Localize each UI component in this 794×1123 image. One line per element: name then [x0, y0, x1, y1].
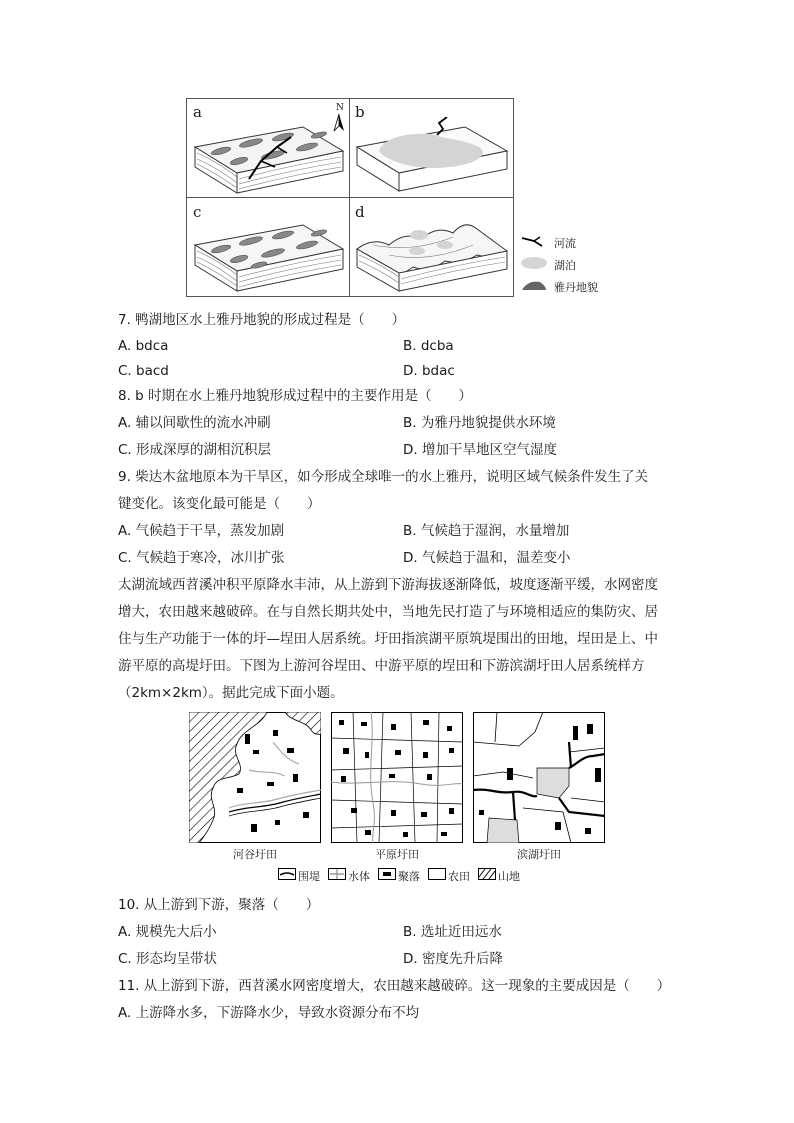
passage-line-2: 增大，农田越来越破碎。在与自然长期共处中，当地先民打造了与环境相适应的集防灾、居: [118, 604, 658, 620]
q7-option-b[interactable]: B. dcba: [403, 338, 454, 354]
q8-option-c[interactable]: C. 形成深厚的湖相沉积层: [118, 442, 272, 458]
figure-1: [186, 98, 514, 297]
q9-stem-line1: 9. 柴达木盆地原本为干旱区，如今形成全球唯一的水上雅丹，说明区域气候条件发生了关: [118, 469, 649, 485]
q10-option-a[interactable]: A. 规模先大后小: [118, 924, 217, 940]
q9-option-d[interactable]: D. 气候趋于温和，温差变小: [403, 550, 571, 566]
q7-option-d[interactable]: D. bdac: [403, 363, 455, 379]
water-icon: [328, 868, 346, 880]
panel-c-letter: c: [193, 203, 202, 221]
map-valley-caption: 河谷圩田: [233, 848, 277, 861]
q8-option-d[interactable]: D. 增加干旱地区空气湿度: [403, 442, 557, 458]
q10-option-c[interactable]: C. 形态均呈带状: [118, 951, 218, 967]
panel-a-block: [191, 117, 347, 195]
mountain-icon: [478, 868, 496, 880]
q10-stem: 10. 从上游到下游，聚落（ ）: [118, 897, 320, 913]
panel-c-block: [191, 215, 347, 293]
legend-lake-label: 湖泊: [554, 259, 576, 272]
map-plain: [331, 712, 463, 843]
q7-stem: 7. 鸭湖地区水上雅丹地貌的形成过程是（ ）: [118, 312, 406, 328]
q9-option-a[interactable]: A. 气候趋于干旱，蒸发加剧: [118, 523, 285, 539]
q7-option-a[interactable]: A. bdca: [118, 338, 169, 354]
panel-b-block: [353, 117, 511, 195]
q9-stem-line2: 键变化。该变化最可能是（ ）: [118, 496, 321, 512]
passage-line-1: 太湖流域西苕溪冲积平原降水丰沛，从上游到下游海拔逐渐降低，坡度逐渐平缓，水网密度: [118, 577, 658, 593]
passage-line-3: 住与生产功能于一体的圩—埕田人居系统。圩田指滨湖平原筑堤围出的田地，埕田是上、中: [118, 631, 658, 647]
q11-option-a[interactable]: A. 上游降水多，下游降水少，导致水资源分布不均: [118, 1005, 420, 1021]
passage-line-4: 游平原的高堤圩田。下图为上游河谷埕田、中游平原的埕田和下游滨湖圩田人居系统样方: [118, 658, 645, 674]
q9-option-c[interactable]: C. 气候趋于寒冷，冰川扩张: [118, 550, 285, 566]
q8-option-a[interactable]: A. 辅以间歇性的流水冲刷: [118, 415, 271, 431]
map-lakeside-caption: 滨湖圩田: [517, 848, 561, 861]
river-icon: [520, 234, 544, 248]
yardang-icon: [520, 278, 548, 292]
legend-settlement-label: 聚落: [398, 870, 420, 883]
legend-water-label: 水体: [348, 870, 370, 883]
q11-stem: 11. 从上游到下游，西苕溪水网密度增大，农田越来越破碎。这一现象的主要成因是（ ）: [118, 978, 671, 994]
q10-option-b[interactable]: B. 选址近田远水: [403, 924, 502, 940]
q7-option-c[interactable]: C. bacd: [118, 363, 169, 379]
panel-b-letter: b: [355, 103, 365, 121]
dike-icon: [278, 868, 296, 880]
legend-farmland-label: 农田: [448, 870, 470, 883]
legend-mountain-label: 山地: [498, 870, 520, 883]
figure-1-hdivider: [187, 197, 513, 198]
panel-d-letter: d: [355, 203, 365, 221]
map-plain-caption: 平原圩田: [375, 848, 419, 861]
passage-line-5: （2km×2km）。据此完成下面小题。: [118, 685, 344, 701]
north-arrow-icon: [332, 113, 346, 133]
map-lakeside: [473, 712, 605, 843]
legend-river-label: 河流: [554, 237, 576, 250]
map-valley: [189, 712, 321, 843]
legend-dike-label: 围堤: [298, 870, 320, 883]
q9-option-b[interactable]: B. 气候趋于湿润，水量增加: [403, 523, 570, 539]
farmland-icon: [428, 868, 446, 880]
panel-a-letter: a: [193, 103, 202, 121]
q8-option-b[interactable]: B. 为雅丹地貌提供水环境: [403, 415, 556, 431]
settlement-icon: [378, 868, 396, 880]
lake-icon: [520, 256, 548, 270]
q10-option-d[interactable]: D. 密度先升后降: [403, 951, 503, 967]
north-label: N: [336, 103, 344, 113]
legend-yardang-label: 雅丹地貌: [554, 281, 598, 294]
q8-stem: 8. b 时期在水上雅丹地貌形成过程中的主要作用是（ ）: [118, 388, 473, 404]
panel-d-block: [353, 215, 511, 293]
